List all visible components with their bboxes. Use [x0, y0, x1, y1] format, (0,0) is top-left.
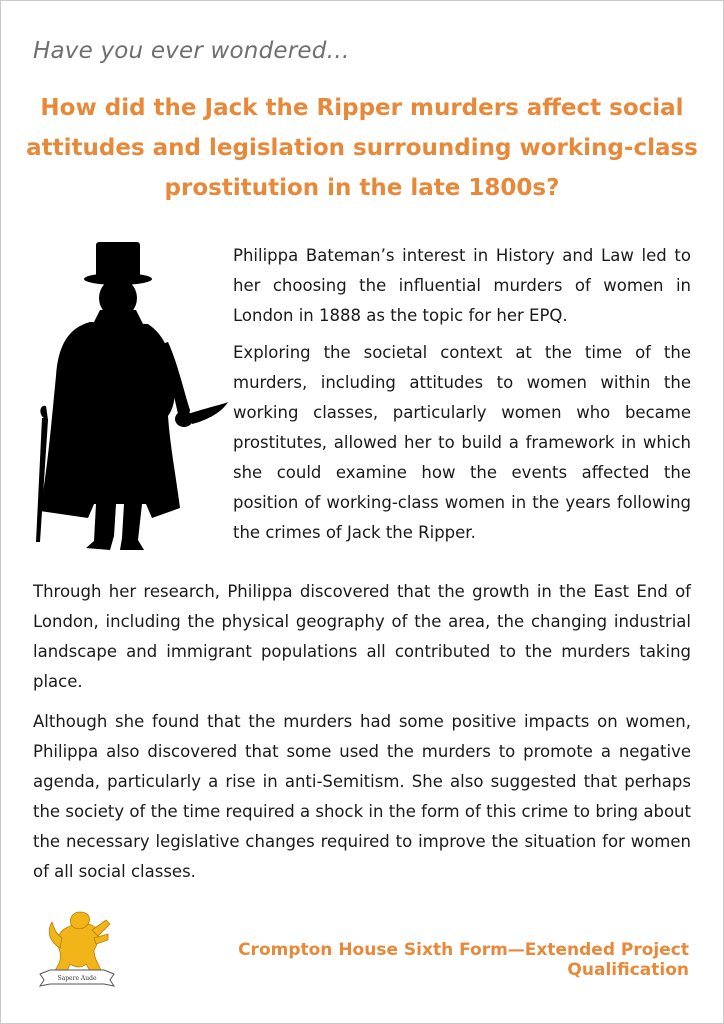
ripper-silhouette-icon: [28, 236, 228, 562]
headline: How did the Jack the Ripper murders affect social attitudes and legislation surrounding working-class prostitution in the late 1800s?: [26, 95, 698, 201]
intro-column: [233, 241, 691, 555]
kicker-text: Have you ever wondered…: [33, 38, 350, 64]
side-paragraph: Exploring the societal context at the time of the murders, including attitudes to women within the working classes, particularly women who became prostitutes, allowed her to build a framework in which she could examine how the events affected the position of working-class women in the years following the crimes of Jack the Ripper.: [233, 343, 691, 542]
body-column: [33, 577, 691, 897]
crest-motto: Sapere Aude: [57, 975, 97, 982]
side-paragraph: Philippa Bateman’s interest in History and Law led to her choosing the influential murders of women in London in 1888 as the topic for her EPQ.: [233, 246, 691, 325]
body-paragraph: Through her research, Philippa discovered that the growth in the East End of London, including the physical geography of the area, the changing industrial landscape and immigrant populations all contributed to the murders taking place.: [33, 582, 691, 691]
footer-title: Crompton House Sixth Form—Extended Project Qualification: [238, 940, 689, 980]
body-paragraph: Although she found that the murders had some positive impacts on women, Philippa also discovered that some used the murders to promote a negative agenda, particularly a rise in anti-Semitism. She also suggested that perhaps the society of the time required a shock in the form of this crime to bring about the necessary legislative changes required to improve the situation for women of all social classes.: [33, 712, 691, 881]
lion-crest-icon: [36, 908, 118, 992]
